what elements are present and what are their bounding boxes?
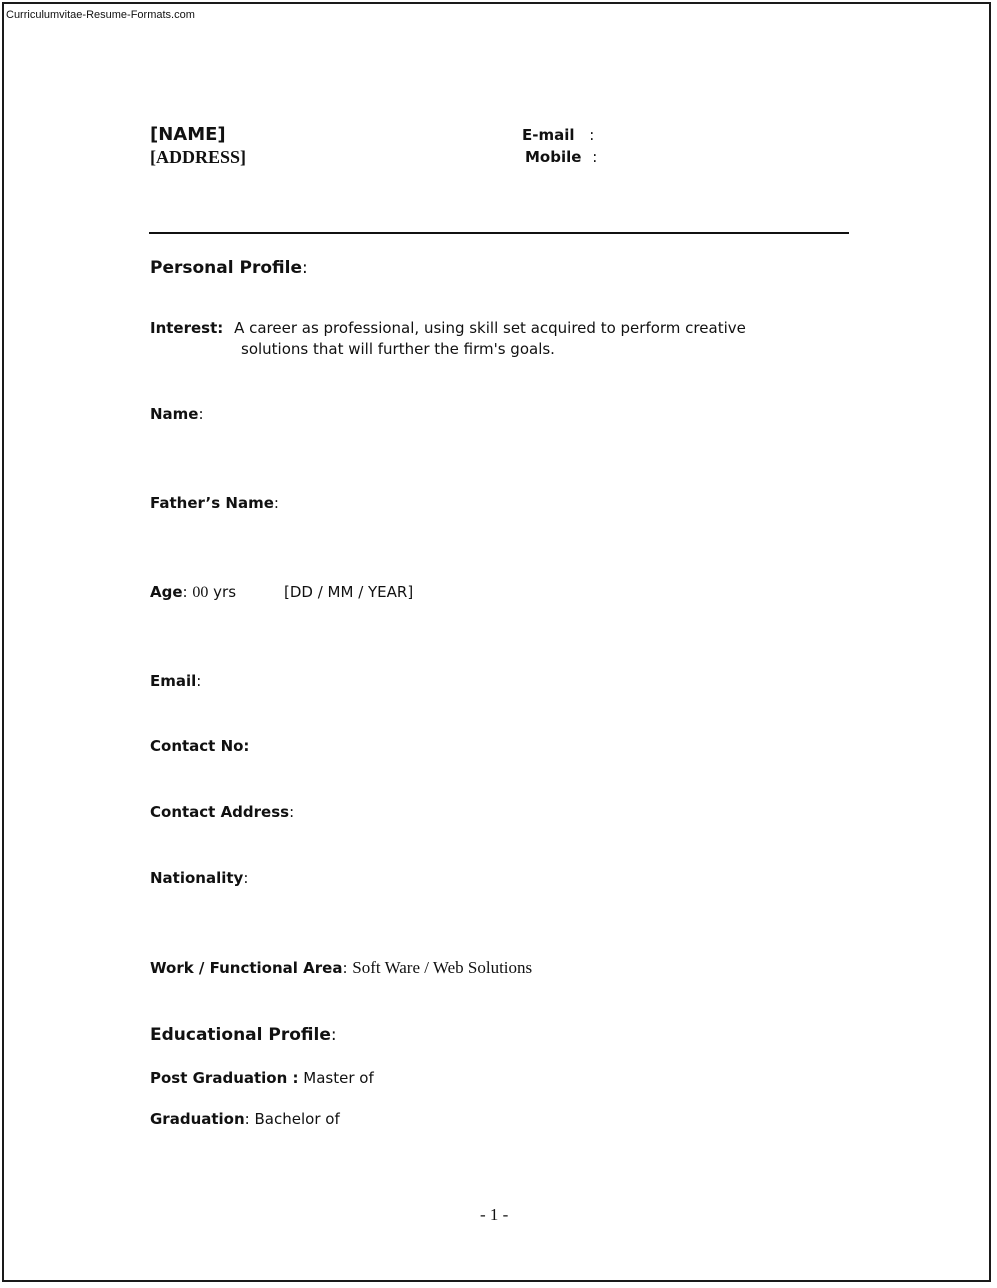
interest-text-2: solutions that will further the firm's goals. bbox=[241, 340, 555, 358]
contact-address-label: Contact Address bbox=[150, 803, 290, 821]
work-area-value: Soft Ware / Web Solutions bbox=[352, 958, 533, 977]
educational-profile-heading: Educational Profile: bbox=[150, 1025, 337, 1045]
name-field: Name: bbox=[150, 405, 204, 423]
resume-address: [ADDRESS] bbox=[150, 147, 247, 167]
father-name-field: Father’s Name: bbox=[150, 494, 279, 512]
interest-label: Interest: bbox=[150, 319, 224, 337]
name-label: Name bbox=[150, 405, 199, 423]
graduation-field: Graduation: Bachelor of bbox=[150, 1110, 340, 1128]
age-unit: yrs bbox=[213, 583, 237, 601]
interest-text-1: A career as professional, using skill set acquired to perform creative bbox=[234, 319, 746, 337]
email-field: Email: bbox=[150, 672, 202, 690]
email-label: Email bbox=[150, 672, 197, 690]
post-graduation-label: Post Graduation : bbox=[150, 1069, 299, 1087]
page-border bbox=[2, 2, 991, 1282]
mobile-header bbox=[525, 148, 597, 166]
email-header-label: E-mail bbox=[522, 126, 575, 144]
father-name-label: Father’s Name bbox=[150, 494, 274, 512]
contact-address-field: Contact Address: bbox=[150, 803, 295, 821]
nationality-label: Nationality bbox=[150, 869, 244, 887]
post-graduation-value: Master of bbox=[303, 1069, 374, 1087]
watermark: Curriculumvitae-Resume-Formats.com bbox=[6, 9, 195, 21]
nationality-field: Nationality: bbox=[150, 869, 249, 887]
post-graduation-field bbox=[150, 1069, 374, 1087]
graduation-label: Graduation bbox=[150, 1110, 245, 1128]
work-area-label: Work / Functional Area bbox=[150, 959, 343, 977]
header-divider bbox=[149, 232, 849, 234]
personal-profile-heading: Personal Profile: bbox=[150, 258, 308, 278]
resume-name: [NAME] bbox=[150, 124, 226, 145]
page-number: - 1 - bbox=[480, 1205, 509, 1224]
graduation-value: Bachelor of bbox=[254, 1110, 340, 1128]
email-header bbox=[522, 126, 594, 144]
email-header-sep: : bbox=[589, 126, 595, 144]
work-area-field: Work / Functional Area: Soft Ware / Web Solutions bbox=[150, 958, 533, 977]
age-value: 00 bbox=[192, 584, 209, 601]
contact-no-label: Contact No: bbox=[150, 737, 250, 755]
dob-format: [DD / MM / YEAR] bbox=[284, 583, 414, 601]
interest-line1 bbox=[150, 319, 746, 337]
mobile-header-label: Mobile bbox=[525, 148, 582, 166]
age-field: Age: 00 yrs bbox=[150, 583, 237, 601]
age-label: Age bbox=[150, 583, 183, 601]
mobile-header-sep: : bbox=[592, 148, 598, 166]
